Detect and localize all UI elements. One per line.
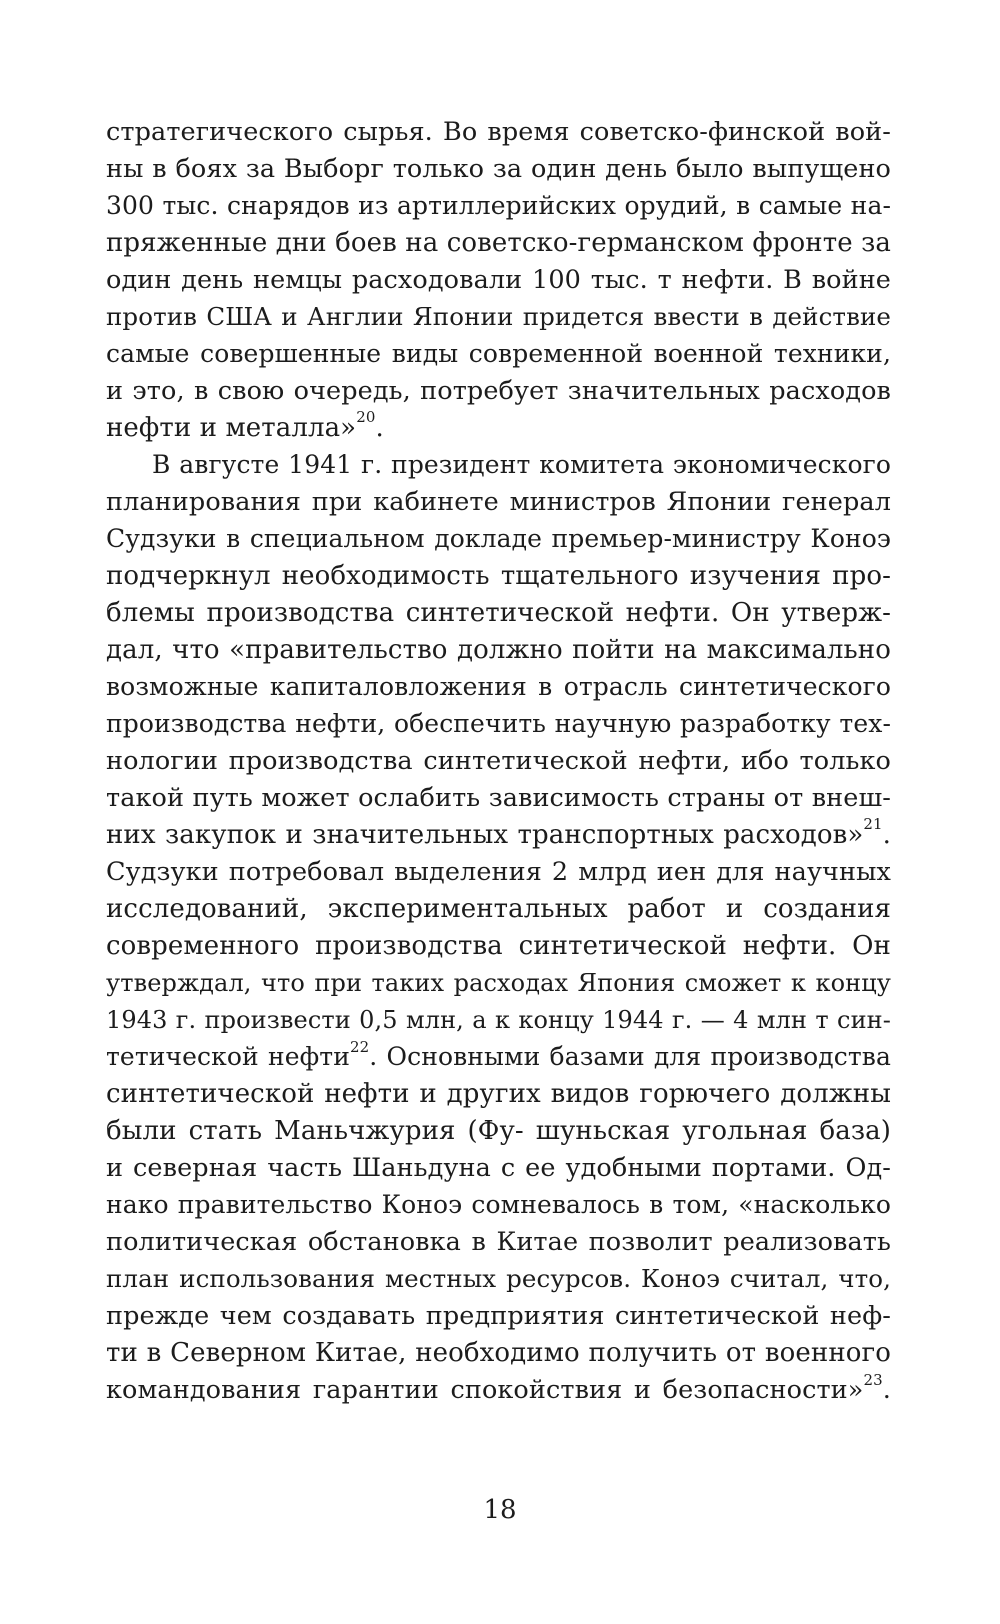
text-line: утверждал, что при таких расходах Япония сможет к концу	[106, 969, 891, 997]
footnote-ref: 22	[349, 1037, 370, 1056]
footnote-ref: 20	[356, 408, 376, 427]
page-number: 18	[483, 1495, 517, 1525]
text-line: возможные капиталовложения в отрасль синтетического	[106, 672, 891, 701]
text-line: Судзуки в специальном докладе премьер-министру Коноэ	[106, 524, 891, 553]
paragraph-first-line: В августе 1941 г. президент комитета экономического	[152, 450, 891, 479]
text-line: командования гарантии спокойствия и безопасности»$^{23}$.	[106, 1370, 891, 1405]
text-line: Судзуки потребовал выделения 2 млрд иен для научных	[106, 857, 891, 887]
text-line: прежде чем создавать предприятия синтетической неф-	[106, 1301, 891, 1331]
text-line: политическая обстановка в Китае позволит реализовать	[106, 1227, 891, 1257]
text-line: ны в боях за Выборг только за один день было выпущено	[106, 154, 891, 184]
text-line: самые совершенные виды современной военной техники,	[106, 339, 891, 368]
text-line: современного производства синтетической нефти. Он	[106, 931, 891, 961]
paragraph-end-line: нефти и металла»$^{20}$.	[106, 408, 384, 443]
text-line: такой путь может ослабить зависимость страны от внеш-	[106, 783, 891, 813]
footnote-ref: 23	[863, 1370, 883, 1389]
text-line: один день немцы расходовали 100 тыс. т нефти. В войне	[106, 265, 891, 295]
text-line: дал, что «правительство должно пойти на максимально	[106, 635, 891, 665]
text-line: и это, в свою очередь, потребует значительных расходов	[106, 376, 891, 406]
footnote-ref: 21	[863, 815, 883, 834]
text-line: пряженные дни боев на советско-германском фронте за	[106, 228, 891, 258]
text-line: нако правительство Коноэ сомневалось в том, «насколько	[106, 1190, 891, 1219]
text-line: тетической нефти$^{22}$. Основными базами для производства	[106, 1037, 891, 1071]
text-line: исследований, экспериментальных работ и создания	[106, 894, 891, 924]
text-line: 300 тыс. снарядов из артиллерийских орудий, в самые на-	[106, 191, 891, 220]
text-line: нологии производства синтетической нефти, ибо только	[106, 746, 891, 776]
text-line: планирования при кабинете министров Японии генерал	[106, 487, 891, 517]
text-line: них закупок и значительных транспортных расходов»$^{21}$.	[106, 815, 891, 850]
text-line: и северная часть Шаньдуна с ее удобными портами. Од-	[106, 1153, 891, 1183]
text-line: синтетической нефти и других видов горючего должны	[106, 1079, 891, 1109]
text-line: план использования местных ресурсов. Коноэ считал, что,	[106, 1264, 891, 1293]
text-line: подчеркнул необходимость тщательного изучения про-	[106, 561, 891, 591]
text-line: 1943 г. произвести 0,5 млн, а к концу 1944 г. — 4 млн т син-	[106, 1006, 891, 1034]
text-line: блемы производства синтетической нефти. Он утверж-	[106, 598, 891, 628]
text-line: против США и Англии Японии придется ввести в действие	[106, 302, 891, 331]
text-line: производства нефти, обеспечить научную разработку тех-	[106, 709, 891, 738]
text-line: были стать Маньчжурия (Фу- шуньская угольная база)	[106, 1116, 891, 1146]
text-line: ти в Северном Китае, необходимо получить от военного	[106, 1338, 891, 1368]
text-line: стратегического сырья. Во время советско-финской вой-	[106, 117, 891, 147]
